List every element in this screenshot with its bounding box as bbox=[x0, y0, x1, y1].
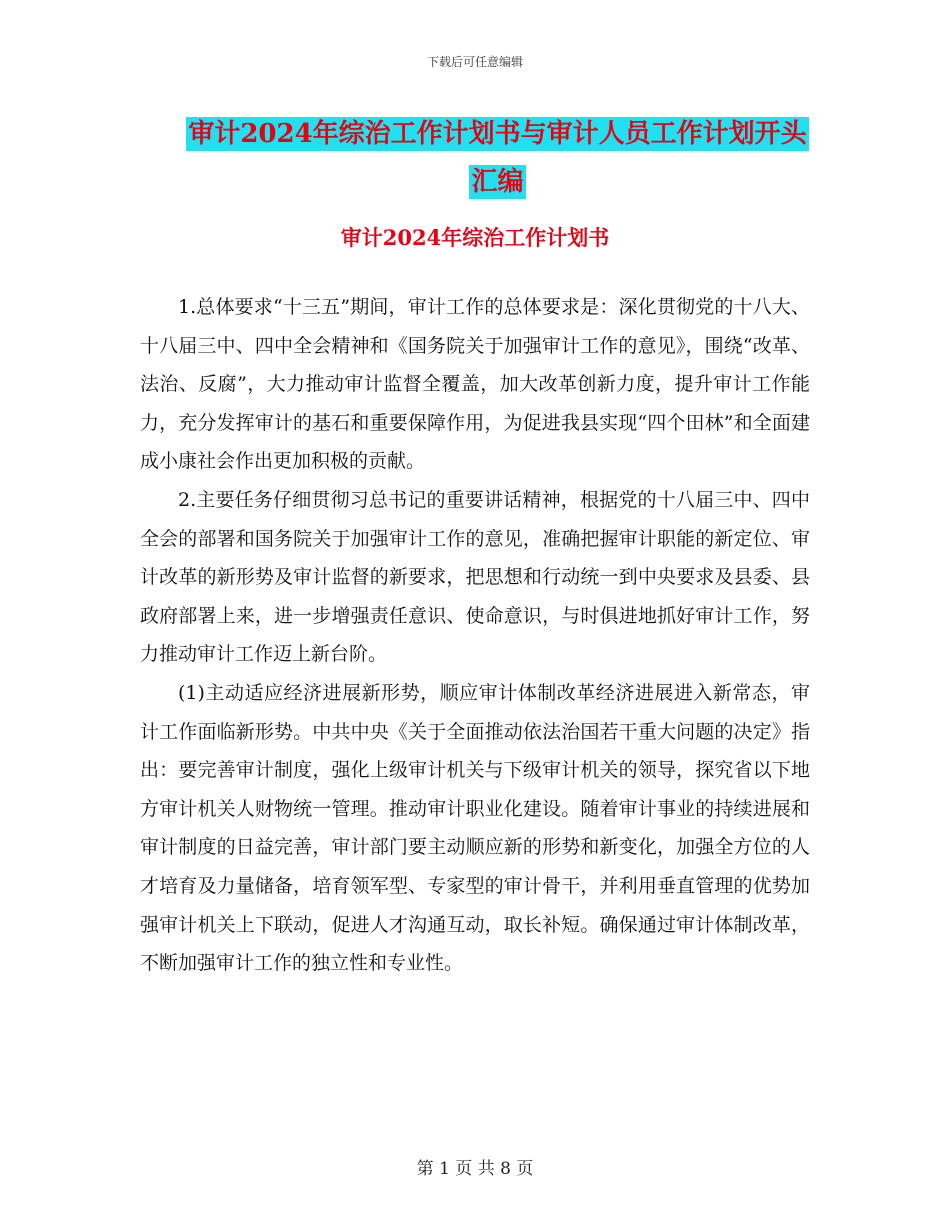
paragraph-main-tasks: 2.主要任务仔细贯彻习总书记的重要讲话精神，根据党的十八届三中、四中全会的部署和国务院关于加强审计工作的意见，准确把握审计职能的新定位、审计改革的新形势及审计监督的新要求，把思想和行动统一到中央要求及县委、县政府部署上来，进一步增强责任意识、使命意识，与时俱进地抓好审计工作，努力推动审计工作迈上新台阶。 bbox=[140, 488, 810, 666]
paragraph-overall-requirements: 1.总体要求“十三五”期间，审计工作的总体要求是：深化贯彻党的十八大、十八届三中、四中全会精神和《国务院关于加强审计工作的意见》，围绕“改革、法治、反腐”，大力推动审计监督全覆盖，加大改革创新力度，提升审计工作能力，充分发挥审计的基石和重要保障作用，为促进我县实现“四个田林”和全面建成小康社会作出更加积极的贡献。 bbox=[140, 296, 810, 473]
document-title bbox=[185, 110, 810, 206]
page-number: 第 1 页 共 8 页 bbox=[416, 1159, 534, 1179]
document-title-text: 审计2024年综治工作计划书与审计人员工作计划开头汇编 bbox=[188, 119, 807, 197]
document-body bbox=[140, 288, 810, 983]
paragraph-adapt-new-situation: (1)主动适应经济进展新形势，顺应审计体制改革经济进展进入新常态，审计工作面临新形势。中共中央《关于全面推动依法治国若干重大问题的决定》指出：要完善审计制度，强化上级审计机关与下级审计机关的领导，探究省以下地方审计机关人财物统一管理。推动审计职业化建设。随着审计事业的持续进展和审计制度的日益完善，审计部门要主动顺应新的形势和新变化，加强全方位的人才培育及力量储备，培育领军型、专家型的审计骨干，并利用垂直管理的优势加强审计机关上下联动，促进人才沟通互动，取长补短。确保通过审计体制改革，不断加强审计工作的独立性和专业性。 bbox=[140, 681, 810, 975]
header-note: 下载后可任意编辑 bbox=[426, 55, 523, 69]
section-title: 审计2024年综治工作计划书 bbox=[340, 225, 610, 250]
